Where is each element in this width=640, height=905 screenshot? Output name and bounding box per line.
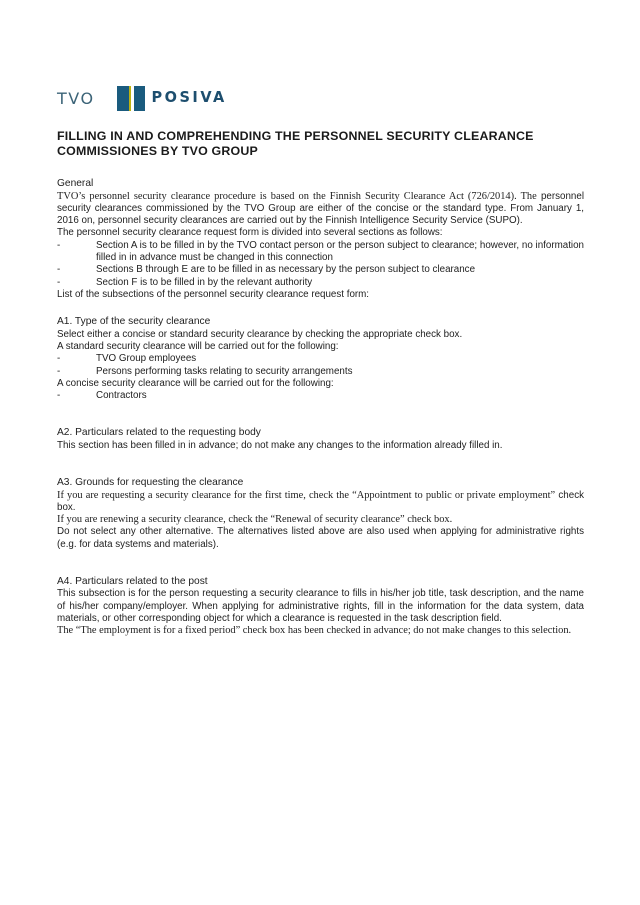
posiva-logo: POSIVA: [151, 89, 227, 107]
document-title: FILLING IN AND COMPREHENDING THE PERSONNEL SECURITY CLEARANCE COMMISSIONES BY TVO GROUP: [57, 129, 534, 158]
paragraph-a3-other: Do not select any other alternative. The alternatives listed above are also used when applying for administrative rights (e.g. for data systems and materials).: [57, 526, 584, 550]
list-item-text: Sections B through E are to be filled in as necessary by the person subject to clearance: [96, 264, 476, 276]
dash-bullet: -: [57, 276, 61, 288]
section-heading-a2: A2. Particulars related to the requesting body: [57, 427, 261, 439]
paragraph-a2-body: This section has been filled in in advance; do not make any changes to the information already filled in.: [57, 439, 503, 451]
general-intro-serif-part: TVO’s personnel security clearance procedure is based on the Finnish Security Clearance Act (726/2014). The: [57, 190, 537, 202]
section-heading-a3: A3. Grounds for requesting the clearance: [57, 477, 244, 489]
paragraph-general-intro: [57, 191, 584, 228]
paragraph-a4-fixed-period: The “The employment is for a fixed period” check box has been checked in advance; do not make changes to this selection.: [57, 625, 572, 637]
list-item-text: TVO Group employees: [96, 353, 197, 365]
list-item-text: Section F is to be filled in by the relevant authority: [96, 276, 313, 288]
section-heading-a4: A4. Particulars related to the post: [57, 576, 208, 588]
paragraph-a1-concise-intro: A concise security clearance will be carried out for the following:: [57, 377, 334, 389]
posiva-bar-left: [117, 86, 131, 111]
list-item: [57, 277, 584, 289]
posiva-logo-icon: [117, 86, 145, 111]
a3-first-time-sans-part: check box.: [57, 489, 584, 513]
list-item: [57, 240, 584, 265]
dash-bullet: -: [57, 365, 61, 377]
form-division-list: [57, 240, 584, 289]
list-item-text: Contractors: [96, 390, 147, 402]
list-item: [57, 264, 584, 276]
standard-clearance-list: [57, 353, 584, 378]
tvo-logo: TVO: [57, 88, 95, 108]
dash-bullet: -: [57, 264, 61, 276]
paragraph-form-division-intro: The personnel security clearance request form is divided into several sections as follows:: [57, 227, 443, 239]
dash-bullet: -: [57, 390, 61, 402]
paragraph-subsections-label: List of the subsections of the personnel security clearance request form:: [57, 288, 370, 300]
list-item-text: Persons performing tasks relating to security arrangements: [96, 365, 353, 377]
paragraph-a3-first-time: [57, 490, 584, 515]
general-intro-sans-part: personnel security clearances commissioned by the TVO Group are either of the concise or the standard type. From January 1, 2016 on, personnel security clearances are carried out by the Finnish Intelligence Security Service (SUPO).: [57, 190, 584, 227]
list-item: [57, 390, 584, 402]
section-heading-a1: A1. Type of the security clearance: [57, 316, 211, 328]
a3-first-time-serif-part: If you are requesting a security clearance for the first time, check the “Appointment to public or private employment”: [57, 489, 556, 501]
dash-bullet: -: [57, 239, 61, 251]
list-item: [57, 353, 584, 365]
paragraph-a3-renewal: If you are renewing a security clearance, check the “Renewal of security clearance” check box.: [57, 514, 453, 526]
section-heading-general: General: [57, 178, 94, 190]
posiva-bar-right: [134, 86, 145, 111]
dash-bullet: -: [57, 353, 61, 365]
paragraph-a1-select: Select either a concise or standard security clearance by checking the appropriate check box.: [57, 328, 463, 340]
list-item-text: Section A is to be filled in by the TVO contact person or the person subject to clearance; however, no information filled in in advance must be changed in this connection: [96, 239, 584, 264]
list-item: [57, 366, 584, 378]
logo: [57, 85, 584, 112]
concise-clearance-list: [57, 390, 584, 402]
paragraph-a1-standard-intro: A standard security clearance will be carried out for the following:: [57, 340, 339, 352]
paragraph-a4-body: This subsection is for the person requesting a security clearance to fills in his/her job title, task description, and the name of his/her company/employer. When applying for administrative rights, fill in the information for the data system, data materials, or other corresponding object for which a clearance is requested in the task description field.: [57, 588, 584, 625]
